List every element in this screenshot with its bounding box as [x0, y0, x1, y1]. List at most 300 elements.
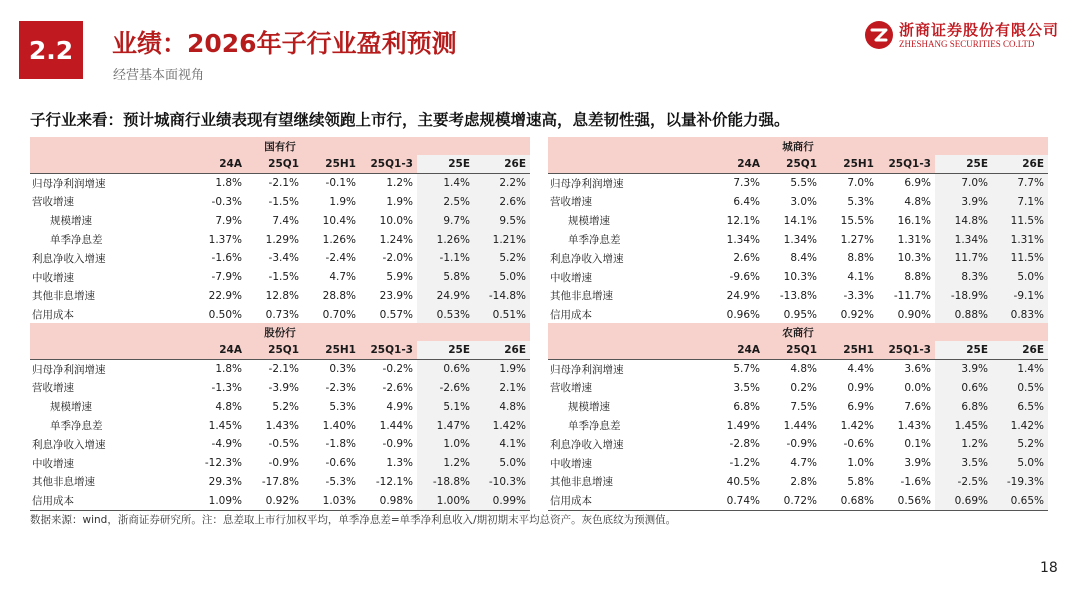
- table-cell: 1.26%: [322, 233, 356, 246]
- table-cell: 0.1%: [904, 438, 931, 451]
- table-cell: 4.8%: [215, 400, 242, 413]
- table-cell: 5.0%: [474, 454, 530, 473]
- table-cell: 5.9%: [386, 271, 413, 284]
- table-cell: 1.31%: [897, 233, 931, 246]
- row-label: 单季净息差: [568, 420, 621, 433]
- source-note: 数据来源：wind，浙商证券研究所。注：息差取上市行加权平均，单季净息差=单季净利息收入/期初期末平均总资产。灰色底纹为预测值。: [30, 514, 677, 526]
- table-cell: 3.9%: [904, 457, 931, 470]
- table-cell: 0.90%: [878, 305, 935, 324]
- table-row: [548, 211, 1048, 230]
- table-cell: 1.4%: [992, 360, 1048, 379]
- table-cell: -4.9%: [211, 438, 242, 451]
- table-cell: -2.6%: [417, 379, 474, 398]
- column-header: 24A: [190, 341, 246, 360]
- row-label: 规模增速: [50, 401, 92, 414]
- table-cell: 3.5%: [935, 454, 992, 473]
- table-cell: -0.9%: [382, 438, 413, 451]
- column-header: 25Q1: [764, 155, 821, 174]
- table-cell: 2.6%: [474, 193, 530, 212]
- table-cell: 14.8%: [935, 211, 992, 230]
- table-cell: 1.26%: [417, 230, 474, 249]
- table-cell: 1.0%: [847, 457, 874, 470]
- table-cell: 7.0%: [935, 174, 992, 193]
- company-logo: [864, 18, 1060, 58]
- column-header: 25E: [417, 155, 474, 174]
- table-chengshanghang: [548, 137, 1048, 325]
- table-column-header: [548, 341, 1048, 360]
- column-header-blank: [548, 155, 708, 174]
- table-row: [548, 230, 1048, 249]
- table-cell: 29.3%: [208, 475, 242, 488]
- table-guoyouhang: [30, 137, 530, 325]
- table-cell: 1.2%: [417, 454, 474, 473]
- table-cell: 0.6%: [417, 360, 474, 379]
- table-cell: 1.8%: [215, 177, 242, 190]
- table-cell: 1.45%: [935, 416, 992, 435]
- table-cell: 0.3%: [329, 363, 356, 376]
- table-cell: 1.0%: [417, 435, 474, 454]
- table-cell: 5.3%: [847, 195, 874, 208]
- row-label: 中收增速: [550, 457, 592, 470]
- table-group-title: 城商行: [548, 137, 1048, 155]
- table-cell: 0.5%: [992, 379, 1048, 398]
- row-label: 其他非息增速: [32, 476, 95, 489]
- column-header: 24A: [708, 155, 764, 174]
- table-cell: 5.8%: [417, 268, 474, 287]
- table-cell: 2.5%: [417, 193, 474, 212]
- column-header-blank: [30, 341, 190, 360]
- table-row: [548, 268, 1048, 287]
- table-row: [548, 416, 1048, 435]
- table-cell: 3.6%: [904, 363, 931, 376]
- table-cell: 3.9%: [935, 360, 992, 379]
- table-cell: 7.4%: [272, 214, 299, 227]
- table-row: [548, 174, 1048, 193]
- column-header: 25Q1-3: [360, 341, 417, 360]
- table-cell: 1.09%: [190, 491, 246, 510]
- row-label: 其他非息增速: [550, 476, 613, 489]
- table-column-header: [30, 155, 530, 174]
- table-cell: 1.29%: [265, 233, 299, 246]
- table-cell: 11.7%: [935, 249, 992, 268]
- column-header: 25Q1: [246, 155, 303, 174]
- table-cell: -0.9%: [786, 438, 817, 451]
- table-cell: 1.24%: [379, 233, 413, 246]
- table-row: [30, 211, 530, 230]
- table-cell: -2.5%: [935, 473, 992, 492]
- table-cell: 0.51%: [474, 305, 530, 324]
- table-cell: -1.6%: [900, 475, 931, 488]
- table-cell: 0.92%: [821, 305, 878, 324]
- table-cell: -7.9%: [211, 271, 242, 284]
- row-label: 营收增速: [550, 382, 592, 395]
- table-cell: 0.83%: [992, 305, 1048, 324]
- table-cell: 0.50%: [190, 305, 246, 324]
- table-cell: -1.5%: [268, 271, 299, 284]
- table-cell: 15.5%: [840, 214, 874, 227]
- row-label: 中收增速: [32, 271, 74, 284]
- table-cell: 14.1%: [783, 214, 817, 227]
- table-cell: -0.2%: [382, 363, 413, 376]
- row-label: 其他非息增速: [32, 290, 95, 303]
- table-cell: -14.8%: [474, 287, 530, 306]
- table-cell: -2.0%: [382, 252, 413, 265]
- row-label: 中收增速: [32, 457, 74, 470]
- table-cell: -10.3%: [474, 473, 530, 492]
- table-group-title: 国有行: [30, 137, 530, 155]
- table-cell: 2.8%: [790, 475, 817, 488]
- row-label: 利息净收入增速: [32, 438, 106, 451]
- table-group-title: 农商行: [548, 323, 1048, 341]
- table-gufenhang: [30, 323, 530, 511]
- table-cell: 10.3%: [897, 252, 931, 265]
- table-cell: 7.1%: [992, 193, 1048, 212]
- table-cell: 4.1%: [474, 435, 530, 454]
- table-cell: -0.9%: [268, 457, 299, 470]
- table-cell: 0.68%: [821, 491, 878, 510]
- table-cell: 0.53%: [417, 305, 474, 324]
- table-cell: 1.9%: [329, 195, 356, 208]
- table-cell: 1.43%: [265, 419, 299, 432]
- column-header: 25H1: [821, 341, 878, 360]
- table-row: [30, 174, 530, 193]
- table-cell: 1.42%: [840, 419, 874, 432]
- row-label: 归母净利润增速: [32, 177, 106, 190]
- table-cell: -2.8%: [729, 438, 760, 451]
- row-label: 信用成本: [30, 491, 190, 510]
- lead-statement: 子行业来看：预计城商行业绩表现有望继续领跑上市行，主要考虑规模增速高，息差韧性强，以量补价能力强。: [30, 111, 790, 129]
- row-label: 营收增速: [550, 196, 592, 209]
- table-cell: 4.8%: [790, 363, 817, 376]
- row-label: 规模增速: [50, 215, 92, 228]
- table-cell: 16.1%: [897, 214, 931, 227]
- table-cell: 3.5%: [733, 381, 760, 394]
- table-cell: 1.47%: [417, 416, 474, 435]
- table-row: [30, 454, 530, 473]
- column-header: 25E: [417, 341, 474, 360]
- table-nongshanghang: [548, 323, 1048, 511]
- column-header: 24A: [708, 341, 764, 360]
- table-cell: 10.3%: [783, 271, 817, 284]
- table-cell: 5.2%: [272, 400, 299, 413]
- table-cell: 9.7%: [417, 211, 474, 230]
- section-number-badge: 2.2: [19, 21, 83, 79]
- table-cell: 0.88%: [935, 305, 992, 324]
- table-cell: 8.8%: [847, 252, 874, 265]
- table-cell: 0.2%: [790, 381, 817, 394]
- table-cell: -18.8%: [417, 473, 474, 492]
- table-cell: -12.3%: [204, 457, 242, 470]
- table-cell: 6.8%: [733, 400, 760, 413]
- row-label: 单季净息差: [50, 420, 103, 433]
- table-cell: 0.92%: [246, 491, 303, 510]
- row-label: 归母净利润增速: [550, 177, 624, 190]
- table-cell: -2.1%: [268, 363, 299, 376]
- table-cell: -1.6%: [211, 252, 242, 265]
- column-header: 25Q1-3: [360, 155, 417, 174]
- page-subtitle: 经营基本面视角: [113, 68, 205, 83]
- table-group-header: [548, 323, 1048, 341]
- table-cell: 4.8%: [904, 195, 931, 208]
- table-group-header: [30, 323, 530, 341]
- table-group-header: [548, 137, 1048, 155]
- row-label: 规模增速: [568, 215, 610, 228]
- table-cell: 6.9%: [847, 400, 874, 413]
- row-label: 单季净息差: [50, 234, 103, 247]
- table-cell: 6.5%: [992, 397, 1048, 416]
- table-row: [548, 193, 1048, 212]
- table-cell: -1.8%: [325, 438, 356, 451]
- table-cell: 7.3%: [733, 177, 760, 190]
- table-cell: 3.9%: [935, 193, 992, 212]
- table-row: [548, 360, 1048, 379]
- table-cell: 5.7%: [733, 363, 760, 376]
- row-label: 中收增速: [550, 271, 592, 284]
- table-cell: 9.5%: [474, 211, 530, 230]
- table-cell: 0.99%: [474, 491, 530, 510]
- company-name-en: ZHESHANG SECURITIES CO.LTD: [899, 39, 1035, 49]
- table-cell: 8.8%: [904, 271, 931, 284]
- table-cell: -0.6%: [843, 438, 874, 451]
- row-label: 归母净利润增速: [32, 363, 106, 376]
- table-cell: 5.0%: [992, 268, 1048, 287]
- table-cell: 1.44%: [379, 419, 413, 432]
- table-cell: 5.5%: [790, 177, 817, 190]
- column-header: 25E: [935, 155, 992, 174]
- table-cell: 5.0%: [992, 454, 1048, 473]
- row-label: 信用成本: [30, 305, 190, 324]
- table-cell: 22.9%: [208, 289, 242, 302]
- row-label: 信用成本: [548, 305, 708, 324]
- table-cell: -3.3%: [843, 289, 874, 302]
- table-cell: 0.96%: [708, 305, 764, 324]
- table-row: [548, 397, 1048, 416]
- table-cell: 3.0%: [790, 195, 817, 208]
- table-cell: 4.9%: [386, 400, 413, 413]
- row-label: 利息净收入增速: [550, 252, 624, 265]
- table-row: [548, 435, 1048, 454]
- row-label: 利息净收入增速: [32, 252, 106, 265]
- column-header: 25E: [935, 341, 992, 360]
- table-cell: 6.9%: [904, 177, 931, 190]
- table-cell: 1.34%: [783, 233, 817, 246]
- table-cell: 0.65%: [992, 491, 1048, 510]
- table-cell: 0.74%: [708, 491, 764, 510]
- column-header: 25H1: [821, 155, 878, 174]
- table-cell: 2.6%: [733, 252, 760, 265]
- row-label: 利息净收入增速: [550, 438, 624, 451]
- column-header: 26E: [992, 155, 1048, 174]
- column-header: 24A: [190, 155, 246, 174]
- table-cell: 12.8%: [265, 289, 299, 302]
- table-cell: 4.7%: [790, 457, 817, 470]
- table-cell: 1.3%: [386, 457, 413, 470]
- page-number: 18: [1040, 560, 1058, 576]
- column-header-blank: [548, 341, 708, 360]
- table-cell: 5.1%: [417, 397, 474, 416]
- table-cell: 6.4%: [733, 195, 760, 208]
- table-cell: 1.9%: [474, 360, 530, 379]
- table-cell: 11.5%: [992, 249, 1048, 268]
- table-cell: 11.5%: [992, 211, 1048, 230]
- table-cell: 1.21%: [474, 230, 530, 249]
- table-cell: 7.6%: [904, 400, 931, 413]
- table-cell: 5.8%: [847, 475, 874, 488]
- table-row: [548, 249, 1048, 268]
- table-cell: 1.34%: [726, 233, 760, 246]
- table-row: [30, 473, 530, 492]
- table-cell: -9.6%: [729, 271, 760, 284]
- table-cell: -2.1%: [268, 177, 299, 190]
- row-label: 其他非息增速: [550, 290, 613, 303]
- table-column-header: [30, 341, 530, 360]
- table-cell: 0.57%: [360, 305, 417, 324]
- table-cell: 7.7%: [992, 174, 1048, 193]
- table-row: [30, 416, 530, 435]
- table-cell: 6.8%: [935, 397, 992, 416]
- table-cell: 23.9%: [379, 289, 413, 302]
- table-cell: 0.0%: [904, 381, 931, 394]
- table-row: [548, 454, 1048, 473]
- table-cell: -9.1%: [992, 287, 1048, 306]
- table-row: [548, 473, 1048, 492]
- table-cell: -19.3%: [992, 473, 1048, 492]
- table-row: [30, 435, 530, 454]
- table-cell: 1.45%: [208, 419, 242, 432]
- row-label: 单季净息差: [568, 234, 621, 247]
- table-cell: -1.3%: [211, 381, 242, 394]
- table-cell: 1.2%: [935, 435, 992, 454]
- table-cell: 1.4%: [417, 174, 474, 193]
- table-cell: -2.3%: [325, 381, 356, 394]
- table-cell: -13.8%: [779, 289, 817, 302]
- column-header: 25Q1-3: [878, 155, 935, 174]
- table-cell: 24.9%: [726, 289, 760, 302]
- table-cell: 40.5%: [726, 475, 760, 488]
- table-row: [548, 491, 1048, 510]
- table-cell: -2.6%: [382, 381, 413, 394]
- column-header: 25Q1: [246, 341, 303, 360]
- table-cell: 4.4%: [847, 363, 874, 376]
- column-header: 25Q1-3: [878, 341, 935, 360]
- table-row: [30, 268, 530, 287]
- table-cell: -0.3%: [211, 195, 242, 208]
- table-row: [30, 305, 530, 324]
- table-cell: -1.2%: [729, 457, 760, 470]
- table-cell: 1.27%: [840, 233, 874, 246]
- table-cell: 7.9%: [215, 214, 242, 227]
- table-group-header: [30, 137, 530, 155]
- row-label: 营收增速: [32, 196, 74, 209]
- table-cell: 2.1%: [474, 379, 530, 398]
- table-cell: 12.1%: [726, 214, 760, 227]
- table-cell: -12.1%: [375, 475, 413, 488]
- table-cell: 0.73%: [246, 305, 303, 324]
- table-cell: 4.7%: [329, 271, 356, 284]
- table-cell: 1.37%: [208, 233, 242, 246]
- column-header: 25Q1: [764, 341, 821, 360]
- table-cell: 5.2%: [992, 435, 1048, 454]
- table-cell: -17.8%: [261, 475, 299, 488]
- table-cell: 1.43%: [897, 419, 931, 432]
- table-row: [548, 287, 1048, 306]
- table-cell: 0.6%: [935, 379, 992, 398]
- column-header: 26E: [992, 341, 1048, 360]
- table-cell: 1.42%: [992, 416, 1048, 435]
- table-cell: 1.00%: [417, 491, 474, 510]
- table-row: [30, 360, 530, 379]
- table-cell: 5.3%: [329, 400, 356, 413]
- table-cell: 8.3%: [935, 268, 992, 287]
- table-cell: 0.98%: [360, 491, 417, 510]
- table-cell: 1.9%: [386, 195, 413, 208]
- table-cell: -3.4%: [268, 252, 299, 265]
- table-cell: -2.4%: [325, 252, 356, 265]
- table-cell: 1.31%: [992, 230, 1048, 249]
- table-cell: 0.70%: [303, 305, 360, 324]
- column-header: 25H1: [303, 341, 360, 360]
- table-cell: 1.03%: [303, 491, 360, 510]
- column-header: 26E: [474, 341, 530, 360]
- table-cell: -0.1%: [325, 177, 356, 190]
- table-cell: 0.72%: [764, 491, 821, 510]
- table-cell: 0.9%: [847, 381, 874, 394]
- table-cell: 1.2%: [386, 177, 413, 190]
- table-cell: -5.3%: [325, 475, 356, 488]
- table-cell: 10.4%: [322, 214, 356, 227]
- table-cell: 10.0%: [379, 214, 413, 227]
- table-cell: -0.5%: [268, 438, 299, 451]
- row-label: 信用成本: [548, 491, 708, 510]
- table-cell: 24.9%: [417, 287, 474, 306]
- table-cell: 2.2%: [474, 174, 530, 193]
- column-header: 26E: [474, 155, 530, 174]
- table-cell: 5.0%: [474, 268, 530, 287]
- table-cell: -3.9%: [268, 381, 299, 394]
- table-cell: 8.4%: [790, 252, 817, 265]
- column-header: 25H1: [303, 155, 360, 174]
- row-label: 营收增速: [32, 382, 74, 395]
- table-row: [30, 230, 530, 249]
- table-cell: 5.2%: [474, 249, 530, 268]
- table-cell: -18.9%: [935, 287, 992, 306]
- table-cell: -1.5%: [268, 195, 299, 208]
- table-cell: -0.6%: [325, 457, 356, 470]
- table-row: [30, 249, 530, 268]
- table-row: [548, 379, 1048, 398]
- company-name-cn: 浙商证券股份有限公司: [899, 21, 1060, 39]
- table-cell: 1.42%: [474, 416, 530, 435]
- page-title: 业绩：2026年子行业盈利预测: [112, 29, 457, 58]
- table-cell: 0.95%: [764, 305, 821, 324]
- table-row: [30, 287, 530, 306]
- table-cell: 1.44%: [783, 419, 817, 432]
- table-cell: -11.7%: [893, 289, 931, 302]
- table-cell: 4.8%: [474, 397, 530, 416]
- table-cell: 1.49%: [726, 419, 760, 432]
- table-column-header: [548, 155, 1048, 174]
- company-logo-icon: [864, 20, 894, 50]
- table-cell: 4.1%: [847, 271, 874, 284]
- table-row: [548, 305, 1048, 324]
- row-label: 规模增速: [568, 401, 610, 414]
- table-cell: 1.34%: [935, 230, 992, 249]
- table-cell: 1.40%: [322, 419, 356, 432]
- table-row: [30, 397, 530, 416]
- table-row: [30, 379, 530, 398]
- table-cell: 0.56%: [878, 491, 935, 510]
- table-row: [30, 491, 530, 510]
